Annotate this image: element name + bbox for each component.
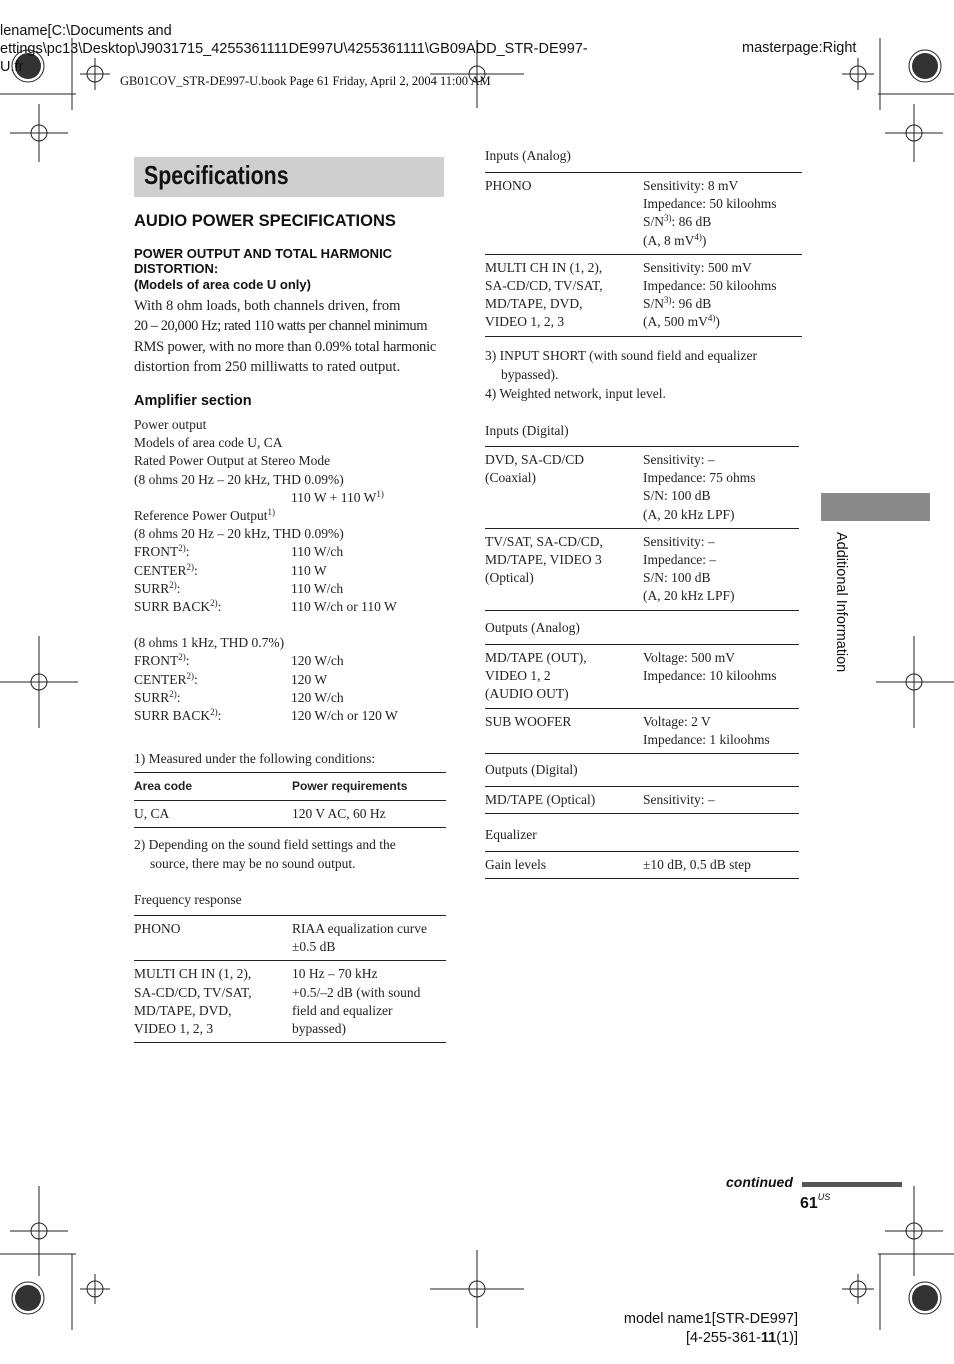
page-title: Specifications bbox=[144, 160, 289, 190]
cell-line: MD/TAPE, DVD, bbox=[134, 1002, 232, 1018]
footnote-4: 4) Weighted network, input level. bbox=[485, 386, 666, 401]
footnote-ref: 1) bbox=[267, 506, 275, 517]
intro-line: 20 – 20,000 Hz; rated 110 watts per channel minimum bbox=[134, 318, 428, 335]
channel-label: SURR BACK bbox=[134, 708, 211, 723]
cell-line: bypassed) bbox=[292, 1021, 346, 1037]
channel-label: CENTER bbox=[134, 671, 187, 687]
page-title-banner bbox=[134, 157, 444, 197]
channel-value: 110 W/ch or 110 W bbox=[291, 598, 397, 614]
table-row bbox=[134, 801, 446, 828]
footnote-line: source, there may be no sound output. bbox=[150, 856, 356, 871]
footnote-ref: 2) bbox=[169, 579, 177, 590]
file-path-line: U.fr bbox=[0, 59, 24, 75]
footnote-line: 2) Depending on the sound field settings and the bbox=[134, 837, 396, 852]
spec-line bbox=[134, 543, 454, 561]
amplifier-heading: Amplifier section bbox=[134, 393, 252, 409]
page-number-value: 61 bbox=[800, 1195, 818, 1212]
footnote-ref: 4) bbox=[694, 231, 702, 242]
cell-line: MD/TAPE, VIDEO 3 bbox=[485, 552, 602, 568]
cell-line: S/N: 100 dB bbox=[643, 488, 711, 504]
continued-label: continued bbox=[726, 1174, 793, 1190]
footnote-ref: 1) bbox=[376, 488, 384, 499]
cell-line: Sensitivity: – bbox=[643, 452, 715, 467]
intro-line: With 8 ohm loads, both channels driven, from bbox=[134, 298, 401, 314]
table-cell: 120 V AC, 60 Hz bbox=[292, 806, 386, 822]
cell-line bbox=[643, 213, 802, 231]
colon: : bbox=[176, 580, 181, 596]
spec-line bbox=[134, 652, 454, 670]
colon: : bbox=[185, 544, 190, 560]
cell-line: DVD, SA-CD/CD bbox=[485, 452, 585, 467]
inputs-digital-table bbox=[485, 446, 799, 611]
footnote-ref: 2) bbox=[210, 597, 218, 608]
cell-line: Voltage: 2 V bbox=[643, 713, 711, 729]
cell-line: Sensitivity: – bbox=[643, 792, 715, 807]
sn-label: S/N bbox=[643, 214, 665, 230]
outputs-digital-label: Outputs (Digital) bbox=[485, 762, 578, 777]
masterpage-label: masterpage:Right bbox=[742, 40, 857, 56]
cell-line: Impedance: 1 kiloohms bbox=[643, 731, 770, 747]
channel-label: SURR bbox=[134, 580, 170, 596]
channel-label: FRONT bbox=[134, 544, 179, 560]
table-row bbox=[485, 254, 802, 336]
cell-line: Gain levels bbox=[485, 857, 547, 872]
weighting: (A, 500 mV bbox=[643, 314, 708, 330]
table-cell bbox=[485, 254, 643, 336]
channel-value: 110 W/ch bbox=[291, 544, 344, 560]
table-row bbox=[134, 916, 446, 961]
cell-line: Sensitivity: 500 mV bbox=[643, 259, 752, 275]
cell-line: SA-CD/CD, TV/SAT, bbox=[485, 278, 603, 294]
footnote-ref: 4) bbox=[707, 313, 716, 324]
table-cell bbox=[485, 852, 643, 879]
spec-line: Power output bbox=[134, 417, 207, 432]
table-cell bbox=[643, 528, 799, 610]
file-path-header bbox=[0, 22, 660, 76]
table-row bbox=[485, 645, 799, 709]
colon: : bbox=[194, 671, 198, 687]
part-number-suffix: (1)] bbox=[776, 1330, 798, 1346]
intro-line: RMS power, with no more than 0.09% total harmonic bbox=[134, 338, 437, 355]
inputs-analog-table bbox=[485, 172, 802, 337]
cell-line bbox=[643, 295, 802, 313]
table-cell bbox=[485, 528, 643, 610]
footnote-ref: 3) bbox=[664, 295, 672, 306]
cell-line: 10 Hz – 70 kHz bbox=[292, 966, 378, 982]
table-row bbox=[134, 961, 446, 1043]
table-cell bbox=[292, 961, 446, 1043]
cell-line: Impedance: 50 kiloohms bbox=[643, 196, 777, 212]
spec-line: (8 ohms 20 Hz – 20 kHz, THD 0.09%) bbox=[134, 526, 344, 542]
table-cell bbox=[643, 645, 799, 709]
table-row bbox=[485, 852, 799, 879]
table-row bbox=[485, 173, 802, 255]
table-row bbox=[485, 787, 799, 814]
footnote-ref: 2) bbox=[178, 543, 186, 554]
spec-line bbox=[134, 598, 454, 616]
cell-line: Impedance: 75 ohms bbox=[643, 470, 756, 486]
channel-value: 120 W/ch or 120 W bbox=[291, 708, 398, 723]
table-cell bbox=[134, 916, 292, 961]
table-cell bbox=[643, 447, 799, 529]
weighting-close: ) bbox=[715, 314, 720, 330]
cell-line: field and equalizer bbox=[292, 1002, 393, 1018]
sn-value: : 86 dB bbox=[671, 214, 712, 230]
table-row bbox=[485, 528, 799, 610]
cell-line: S/N: 100 dB bbox=[643, 570, 711, 586]
cell-line: PHONO bbox=[134, 921, 181, 936]
table-cell: U, CA bbox=[134, 806, 170, 822]
sn-label: S/N bbox=[643, 296, 665, 312]
spec-line: Models of area code U, CA bbox=[134, 435, 283, 451]
cell-line: Impedance: 50 kiloohms bbox=[643, 278, 777, 294]
cell-line: Sensitivity: 8 mV bbox=[643, 178, 739, 193]
cell-line: ±0.5 dB bbox=[292, 939, 336, 955]
frequency-response-table bbox=[134, 915, 446, 1043]
channel-value: 120 W/ch bbox=[291, 689, 344, 705]
table-row bbox=[485, 447, 799, 529]
book-info-line: GB01COV_STR-DE997-U.book Page 61 Friday, April 2, 2004 11:00 AM bbox=[120, 74, 491, 88]
equalizer-label: Equalizer bbox=[485, 827, 537, 842]
outputs-digital-table bbox=[485, 786, 799, 814]
cell-line: Voltage: 500 mV bbox=[643, 650, 735, 665]
equalizer-table bbox=[485, 851, 799, 879]
area-code-table bbox=[134, 772, 446, 828]
footnote-1: 1) Measured under the following conditions: bbox=[134, 751, 376, 766]
reference-label: Reference Power Output bbox=[134, 507, 268, 523]
spec-gap bbox=[134, 616, 454, 634]
part-number-bold: 11 bbox=[760, 1330, 777, 1346]
area-code-note: (Models of area code U only) bbox=[134, 277, 311, 292]
cell-line: RIAA equalization curve bbox=[292, 921, 427, 936]
cell-line: SA-CD/CD, TV/SAT, bbox=[134, 984, 252, 1000]
model-name-line: model name1[STR-DE997] bbox=[623, 1311, 798, 1327]
table-cell bbox=[643, 708, 799, 753]
table-cell bbox=[485, 645, 643, 709]
spec-line bbox=[134, 562, 454, 580]
cell-line: MULTI CH IN (1, 2), bbox=[485, 259, 603, 275]
channel-label: SURR BACK bbox=[134, 598, 211, 614]
cell-line: MD/TAPE (OUT), bbox=[485, 650, 587, 665]
spec-line: (8 ohms 20 Hz – 20 kHz, THD 0.09%) bbox=[134, 471, 344, 487]
cell-line: (A, 20 kHz LPF) bbox=[643, 588, 735, 604]
channel-label: SURR bbox=[134, 689, 170, 705]
footnote-3 bbox=[485, 346, 805, 403]
cell-line: MD/TAPE, DVD, bbox=[485, 296, 583, 312]
footnote-ref: 2) bbox=[169, 688, 177, 699]
page-region-suffix: US bbox=[817, 1192, 831, 1202]
power-output-heading bbox=[134, 246, 446, 292]
part-number-prefix: [4-255-361- bbox=[685, 1330, 761, 1346]
channel-value: 110 W/ch bbox=[291, 580, 344, 596]
amplifier-specs bbox=[134, 416, 454, 725]
colon: : bbox=[217, 708, 222, 723]
footnote-ref: 3) bbox=[664, 213, 672, 224]
cell-line bbox=[643, 232, 802, 250]
colon: : bbox=[194, 562, 198, 578]
cell-line: VIDEO 1, 2 bbox=[485, 668, 551, 684]
colon: : bbox=[217, 598, 222, 614]
inputs-analog-label: Inputs (Analog) bbox=[485, 148, 571, 163]
audio-power-heading: AUDIO POWER SPECIFICATIONS bbox=[134, 212, 396, 230]
footnote-line: bypassed). bbox=[501, 367, 559, 382]
spec-line bbox=[134, 489, 454, 507]
spec-line: (8 ohms 1 kHz, THD 0.7%) bbox=[134, 635, 285, 651]
frequency-response-label: Frequency response bbox=[134, 892, 242, 907]
channel-label: CENTER bbox=[134, 562, 187, 578]
table-cell bbox=[485, 787, 643, 814]
spec-line bbox=[134, 507, 454, 525]
footnote-ref: 2) bbox=[186, 561, 194, 572]
spec-line bbox=[134, 689, 454, 707]
channel-value: 120 W/ch bbox=[291, 653, 344, 669]
power-output-heading-line: POWER OUTPUT AND TOTAL HARMONIC DISTORTION: bbox=[134, 246, 393, 276]
channel-value: 120 W bbox=[291, 671, 328, 687]
cell-line: VIDEO 1, 2, 3 bbox=[134, 1021, 214, 1037]
cell-line: TV/SAT, SA-CD/CD, bbox=[485, 533, 603, 549]
intro-paragraph bbox=[134, 296, 446, 377]
rated-value: 110 W + 110 W bbox=[291, 489, 377, 505]
spec-line bbox=[134, 580, 454, 598]
table-cell bbox=[643, 254, 802, 336]
table-cell bbox=[485, 708, 643, 753]
cell-line: MULTI CH IN (1, 2), bbox=[134, 966, 252, 982]
table-header: Area code bbox=[134, 779, 193, 793]
intro-line: distortion from 250 milliwatts to rated output. bbox=[134, 358, 401, 375]
cell-line: Impedance: – bbox=[643, 552, 717, 568]
footnote-ref: 2) bbox=[186, 670, 194, 681]
continued-bar bbox=[802, 1182, 902, 1187]
section-tab-marker bbox=[821, 493, 930, 521]
colon: : bbox=[185, 653, 190, 669]
file-path-line: lename[C:\Documents and bbox=[0, 23, 172, 39]
outputs-analog-label: Outputs (Analog) bbox=[485, 620, 580, 635]
table-header-row bbox=[134, 773, 446, 801]
cell-line: PHONO bbox=[485, 178, 532, 193]
page-number bbox=[800, 1192, 831, 1213]
inputs-digital-label: Inputs (Digital) bbox=[485, 423, 569, 438]
cell-line: (AUDIO OUT) bbox=[485, 686, 569, 702]
spec-line: Rated Power Output at Stereo Mode bbox=[134, 453, 331, 469]
cell-line: VIDEO 1, 2, 3 bbox=[485, 314, 565, 330]
cell-line: ±10 dB, 0.5 dB step bbox=[643, 857, 751, 872]
table-cell bbox=[292, 916, 446, 961]
cell-line: SUB WOOFER bbox=[485, 713, 572, 729]
file-path-line: ettings\pc13\Desktop\J9031715_4255361111DE997U\4255361111\GB09ADD_STR-DE997- bbox=[0, 41, 588, 57]
cell-line: MD/TAPE (Optical) bbox=[485, 792, 596, 807]
channel-label: FRONT bbox=[134, 653, 179, 669]
spec-line bbox=[134, 671, 454, 689]
footnote-line: 3) INPUT SHORT (with sound field and equalizer bbox=[485, 348, 758, 363]
cell-line bbox=[643, 313, 802, 331]
part-number-line bbox=[624, 1329, 798, 1348]
footnote-2 bbox=[134, 835, 454, 873]
cell-line: Impedance: 10 kiloohms bbox=[643, 668, 777, 684]
colon: : bbox=[176, 689, 181, 705]
cell-line: (Coaxial) bbox=[485, 470, 536, 486]
table-cell bbox=[643, 173, 802, 255]
section-tab-text: Additional Information bbox=[833, 532, 849, 673]
table-header: Power requirements bbox=[292, 779, 408, 793]
table-cell bbox=[485, 447, 643, 529]
cell-line: +0.5/–2 dB (with sound bbox=[292, 984, 421, 1000]
table-cell bbox=[643, 852, 799, 879]
weighting: (A, 8 mV bbox=[643, 232, 695, 248]
outputs-analog-table bbox=[485, 644, 799, 754]
sn-value: : 96 dB bbox=[671, 296, 712, 312]
table-cell bbox=[134, 961, 292, 1043]
footnote-ref: 2) bbox=[178, 652, 186, 663]
cell-line: (Optical) bbox=[485, 570, 534, 586]
weighting-close: ) bbox=[701, 232, 707, 248]
table-cell bbox=[485, 173, 643, 255]
model-footer bbox=[624, 1310, 798, 1348]
table-row bbox=[485, 708, 799, 753]
spec-line bbox=[134, 707, 454, 725]
footnote-ref: 2) bbox=[210, 707, 218, 717]
table-cell bbox=[643, 787, 799, 814]
cell-line: Sensitivity: – bbox=[643, 533, 715, 549]
section-tab-label bbox=[829, 532, 849, 722]
cell-line: (A, 20 kHz LPF) bbox=[643, 506, 735, 522]
channel-value: 110 W bbox=[291, 562, 327, 578]
